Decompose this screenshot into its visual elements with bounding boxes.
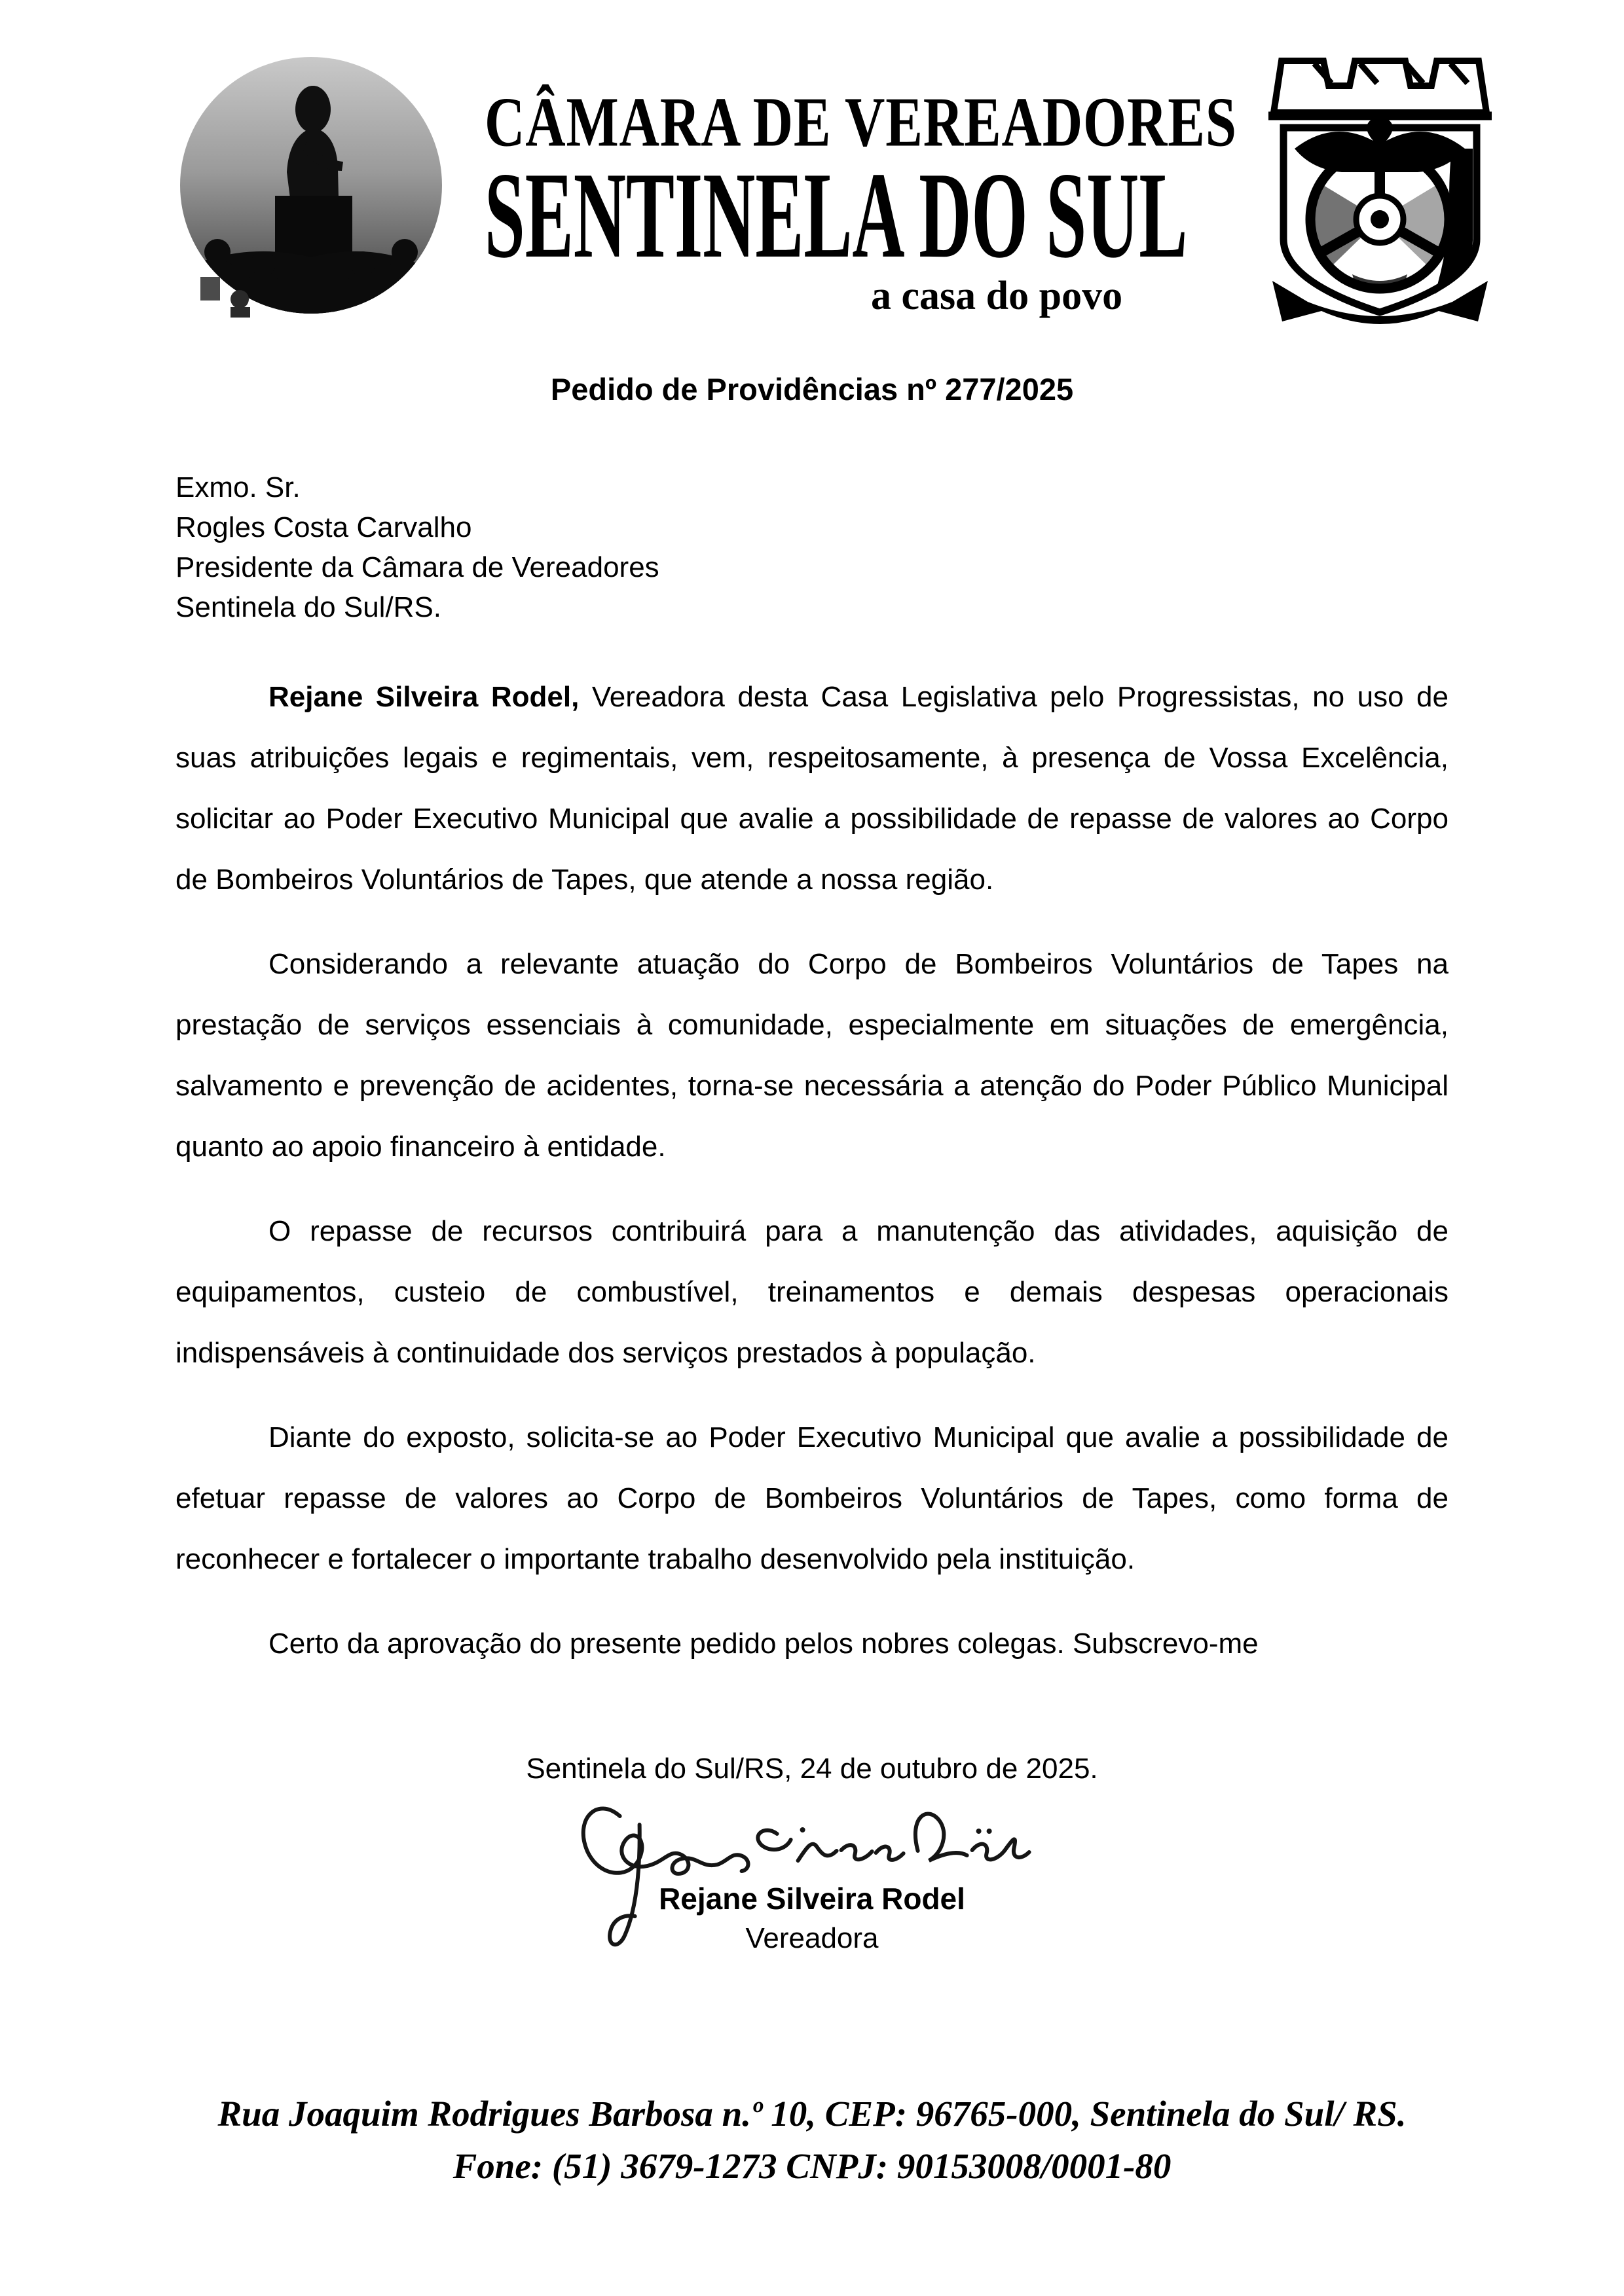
paragraph-4 (175, 1407, 1449, 1590)
paragraph-3 (175, 1201, 1449, 1383)
paragraph-2-text: Considerando a relevante atuação do Corpo de Bombeiros Voluntários de Tapes na prestação de serviços essenciais à comunidade, especialmente em situações de emergência, salvamento e prevenção de acidentes, torna-se necessária a atenção do Poder Público Municipal quanto ao apoio financeiro à entidade. (175, 948, 1449, 1163)
letterhead (177, 56, 1624, 337)
org-name-line2-text: SENTINELA DO SUL (485, 147, 1188, 284)
letter-body (175, 666, 1449, 1590)
addressee-city: Sentinela do Sul/RS. (175, 591, 442, 623)
coat-of-arms (1254, 50, 1506, 335)
signatory-name: Rejane Silveira Rodel (659, 1882, 965, 1916)
paragraph-4-text: Diante do exposto, solicita-se ao Poder Executivo Municipal que avalie a possibilidade de efetuar repasse de valores ao Corpo de Bombeiros Voluntários de Tapes, como forma de reconhecer e fortalecer o importante trabalho desenvolvido pela instituição. (175, 1421, 1449, 1575)
signatory-role: Vereadora (745, 1922, 879, 1954)
footer-address: Rua Joaquim Rodrigues Barbosa n.º 10, CEP: 96765-000, Sentinela do Sul/ RS. (217, 2094, 1407, 2134)
org-name-block (485, 82, 1251, 319)
paragraph-2 (175, 934, 1449, 1177)
org-name-line1-text: CÂMARA DE VEREADORES (485, 82, 1237, 162)
author-name-lead: Rejane Silveira Rodel, (268, 681, 580, 713)
document-title: Pedido de Providências nº 277/2025 (550, 372, 1074, 407)
dateline: Sentinela do Sul/RS, 24 de outubro de 2025. (526, 1753, 1098, 1785)
org-tagline: a casa do povo (871, 274, 1123, 318)
letterhead-footer (0, 2088, 1624, 2193)
footer-phone-cnpj: Fone: (51) 3679-1273 CNPJ: 90153008/0001-80 (452, 2146, 1172, 2186)
assembly-speaker-logo-icon (177, 56, 445, 318)
addressee-name: Rogles Costa Carvalho (175, 511, 472, 543)
paragraph-3-text: O repasse de recursos contribuirá para a manutenção das atividades, aquisição de equipamentos, custeio de combustível, treinamentos e demais despesas operacionais indispensáveis à continuidade dos serviços prestados à população. (175, 1215, 1449, 1369)
chamber-logo (177, 56, 445, 321)
closing-sentence: Certo da aprovação do presente pedido pelos nobres colegas. Subscrevo-me (268, 1628, 1259, 1660)
paragraph-1 (175, 666, 1449, 910)
org-name-line2 (485, 147, 1251, 284)
signature-block (0, 1789, 1624, 1986)
addressee-salutation: Exmo. Sr. (175, 471, 301, 503)
addressee-block (175, 467, 1449, 627)
coat-of-arms-icon (1254, 50, 1506, 332)
addressee-title: Presidente da Câmara de Vereadores (175, 551, 659, 583)
paragraph-1-text: Vereadora desta Casa Legislativa pelo Progressistas, no uso de suas atribuições legais e regimentais, vem, respeitosamente, à presença de Vossa Excelência, solicitar ao Poder Executivo Municipal que avalie a possibilidade de repasse de valores ao Corpo de Bombeiros Voluntários de Tapes, que atende a nossa região. (175, 681, 1449, 896)
